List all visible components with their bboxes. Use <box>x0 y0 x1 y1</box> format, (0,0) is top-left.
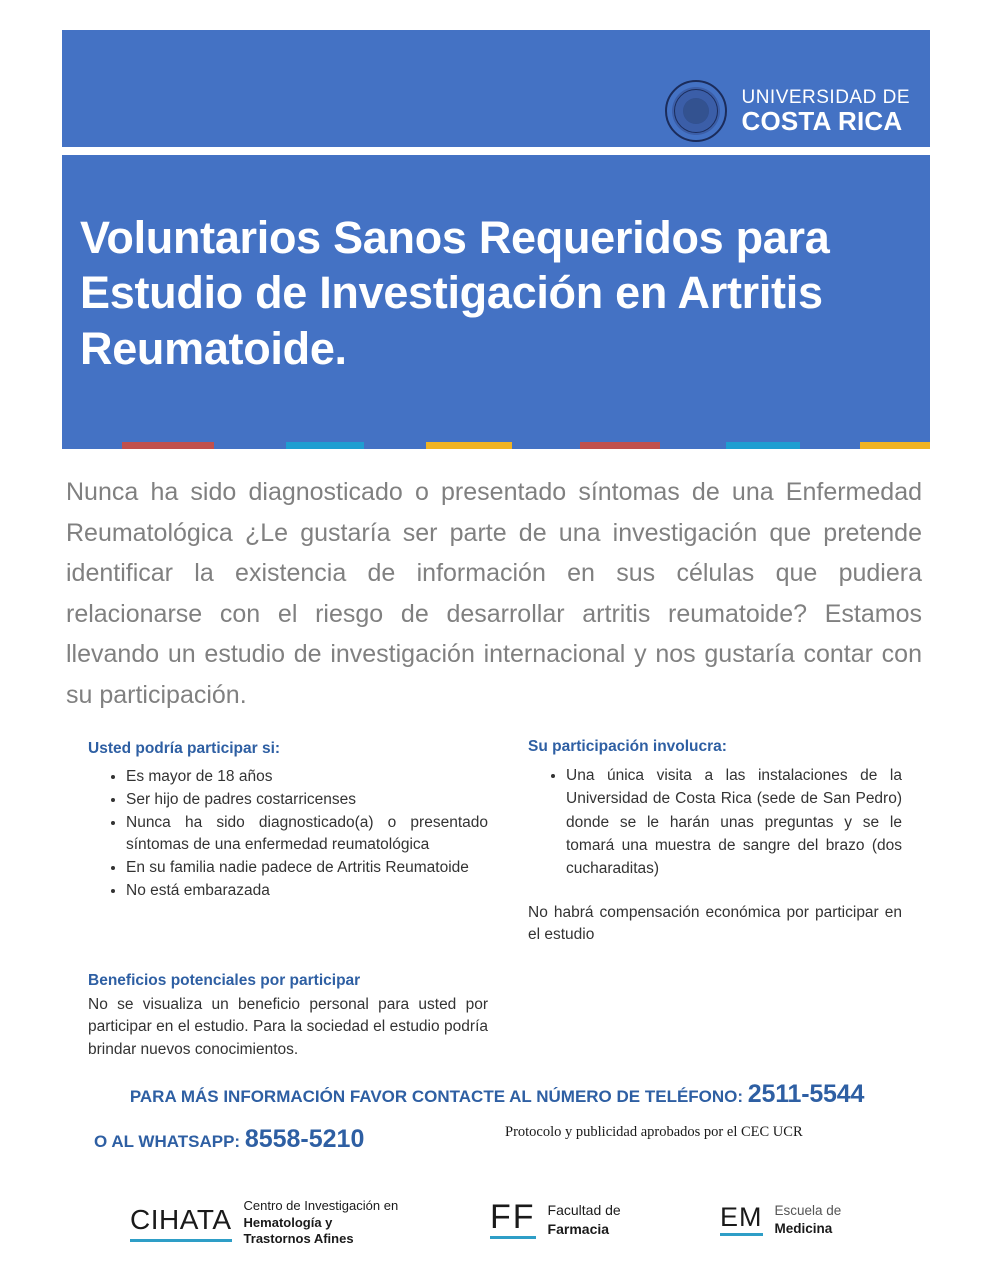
eligibility-heading: Usted podría participar si: <box>88 740 281 757</box>
farmacia-wordmark: FF <box>490 1200 536 1239</box>
no-compensation-note <box>528 902 902 947</box>
benefits-section <box>88 972 488 1061</box>
title-band <box>62 155 930 442</box>
cihata-line1: Centro de Investigación en <box>243 1198 399 1213</box>
participation-section <box>528 738 902 881</box>
color-rule-divider <box>62 442 930 449</box>
participation-list <box>528 764 902 880</box>
eligibility-section <box>88 740 488 903</box>
list-item: • Ser hijo de padres costarricenses <box>126 789 488 811</box>
farmacia-line1: Facultad de <box>547 1202 621 1219</box>
color-rule-segment <box>800 442 860 449</box>
medicina-description <box>775 1202 842 1237</box>
no-compensation-text: No habrá compensación económica por participar en el estudio <box>528 904 902 944</box>
contact-phone-line <box>92 1080 902 1109</box>
color-rule-segment <box>286 442 364 449</box>
list-item: • Una única visita a las instalaciones de la Universidad de Costa Rica (sede de San Pedro) donde se le harán unas preguntas y se le tomará una muestra de sangre del brazo (dos cucharaditas) <box>566 764 902 880</box>
benefits-text: No se visualiza un beneficio personal para usted por participar en el estudio. Para la sociedad el estudio podría brindar nuevos conocimientos. <box>88 996 488 1058</box>
color-rule-segment <box>726 442 800 449</box>
cihata-line3: Trastornos Afines <box>243 1231 354 1247</box>
farmacia-logo <box>490 1200 621 1239</box>
cihata-logo <box>130 1198 398 1248</box>
benefits-heading: Beneficios potenciales por participar <box>88 972 361 989</box>
color-rule-segment <box>660 442 726 449</box>
color-rule-segment <box>214 442 286 449</box>
list-item: • En su familia nadie padece de Artritis Reumatoide <box>126 857 488 879</box>
ucr-wordmark-line1: UNIVERSIDAD DE <box>741 87 910 108</box>
color-rule-segment <box>512 442 580 449</box>
color-rule-segment <box>62 442 122 449</box>
farmacia-line2: Farmacia <box>547 1220 610 1237</box>
medicina-logo <box>720 1202 841 1237</box>
contact-whatsapp-line <box>94 1125 364 1154</box>
color-rule-segment <box>580 442 660 449</box>
ucr-wordmark <box>741 88 910 134</box>
color-rule-segment <box>122 442 214 449</box>
cihata-description <box>244 1198 399 1248</box>
list-item: • Nunca ha sido diagnosticado(a) o presentado síntomas de una enfermedad reumatológica <box>126 812 488 856</box>
list-item: • Es mayor de 18 años <box>126 766 488 788</box>
color-rule-segment <box>364 442 426 449</box>
medicina-wordmark: EM <box>720 1204 763 1236</box>
ucr-seal-icon <box>665 80 727 142</box>
contact-phone-number[interactable]: 2511-5544 <box>747 1080 865 1108</box>
footer-logos <box>60 1190 930 1260</box>
color-rule-segment <box>426 442 512 449</box>
ucr-logo <box>665 80 910 142</box>
header-band <box>62 30 930 147</box>
color-rule-segment <box>860 442 930 449</box>
participation-heading: Su participación involucra: <box>528 738 727 755</box>
eligibility-list <box>88 766 488 902</box>
contact-whatsapp-label: O AL WHATSAPP: <box>94 1132 241 1151</box>
ucr-wordmark-line2: COSTA RICA <box>741 106 903 136</box>
cihata-line2: Hematología y <box>243 1214 333 1230</box>
cihata-wordmark: CIHATA <box>130 1204 232 1242</box>
contact-whatsapp-number[interactable]: 8558-5210 <box>244 1125 365 1153</box>
farmacia-description <box>548 1201 621 1237</box>
list-item: • No está embarazada <box>126 880 488 902</box>
page-title: Voluntarios Sanos Requeridos para Estudio de Investigación en Artritis Reumatoide. <box>80 212 830 374</box>
medicina-line2: Medicina <box>774 1220 833 1236</box>
contact-phone-label: PARA MÁS INFORMACIÓN FAVOR CONTACTE AL NÚMERO DE TELÉFONO: <box>129 1087 744 1106</box>
approval-note: Protocolo y publicidad aprobados por el CEC UCR <box>505 1124 803 1140</box>
intro-paragraph: Nunca ha sido diagnosticado o presentado síntomas de una Enfermedad Reumatológica ¿Le gustaría ser parte de una investigación que pretende identificar la existencia de información en sus células que pudiera relacionarse con el riesgo de desarrollar artritis reumatoide? Estamos llevando un estudio de investigación internacional y nos gustaría contar con su participación. <box>66 478 922 709</box>
medicina-line1: Escuela de <box>774 1203 842 1218</box>
